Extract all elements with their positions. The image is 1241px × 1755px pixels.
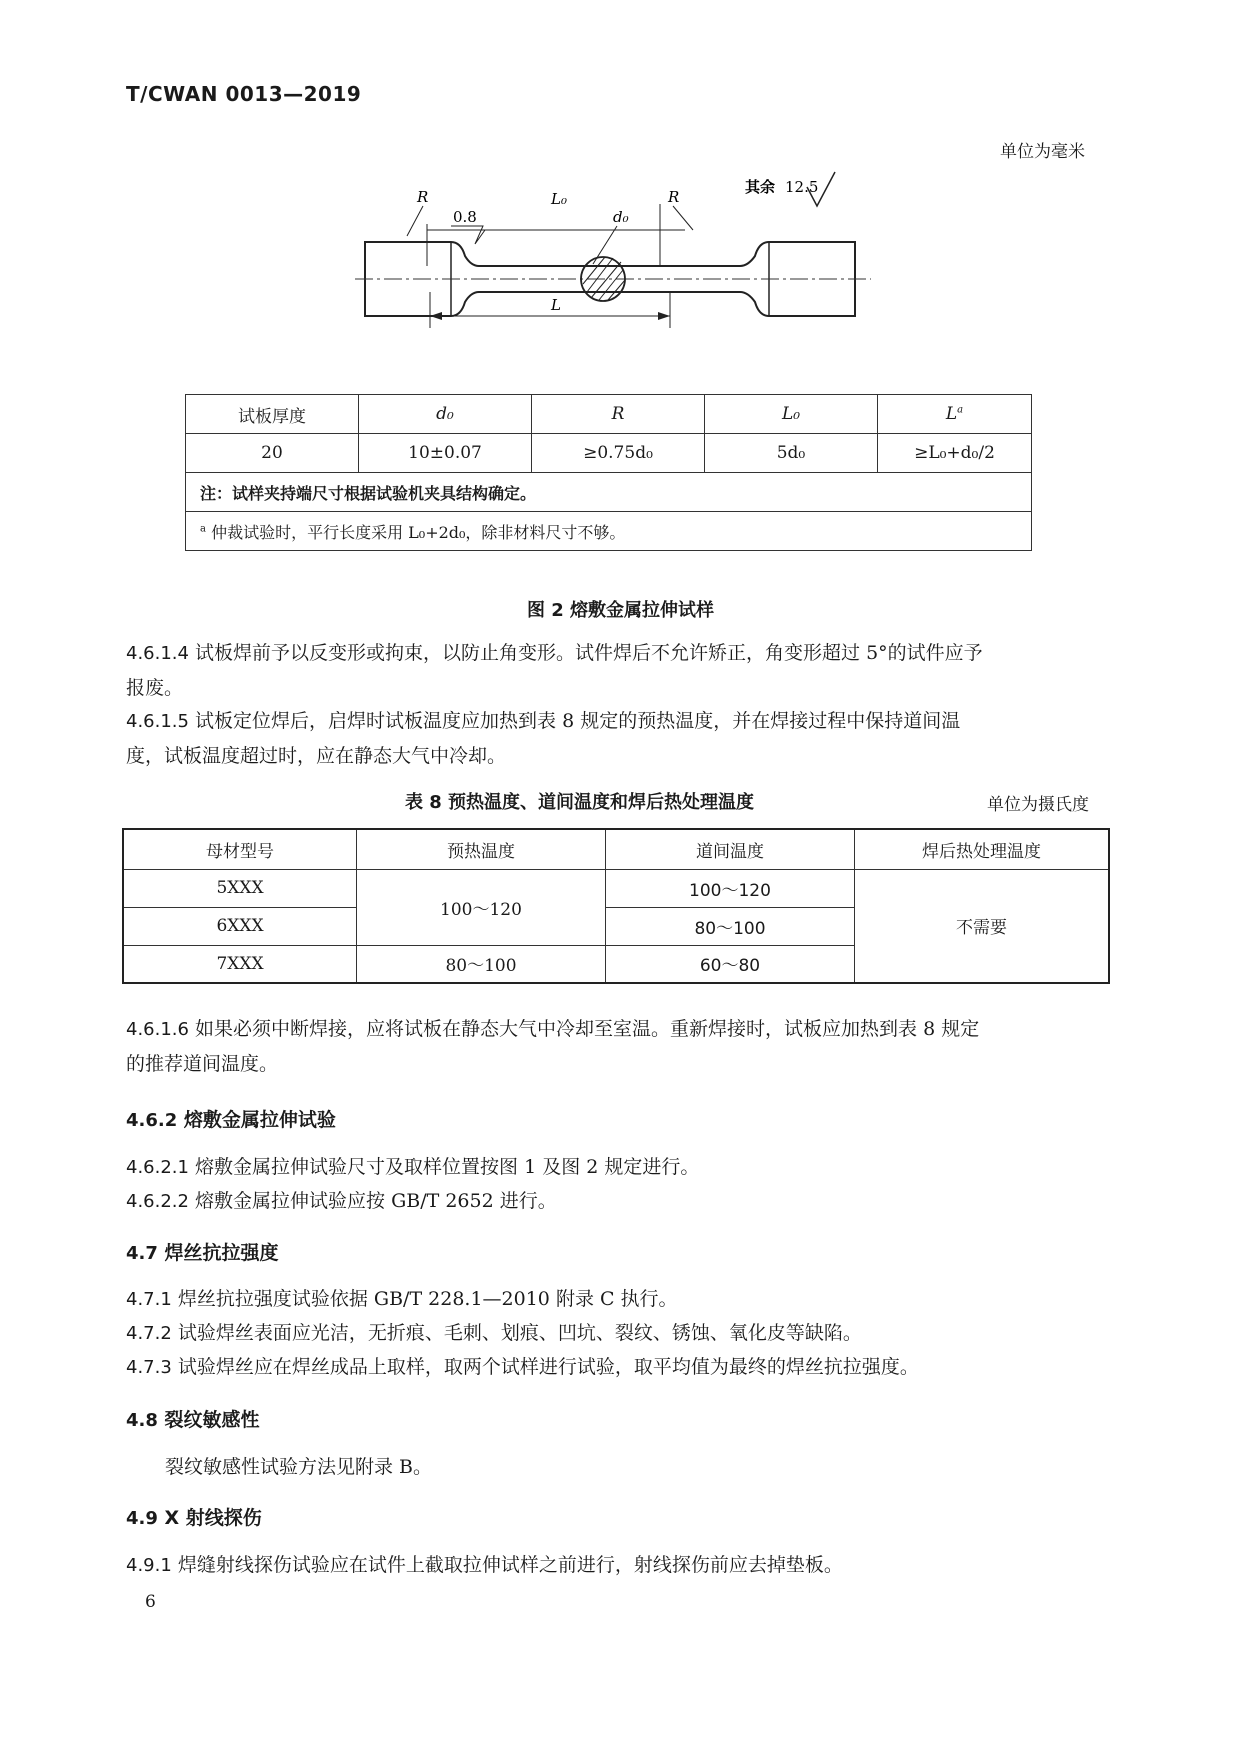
t8-preheat-5-6: 100～120: [357, 869, 606, 945]
cell-l: ≥L₀+d₀/2: [878, 434, 1032, 473]
t8-header-pwht: 焊后热处理温度: [855, 829, 1110, 869]
t8-header-material: 母材型号: [123, 829, 357, 869]
t8-material-7xxx: 7XXX: [123, 945, 357, 983]
t8-material-6xxx: 6XXX: [123, 907, 357, 945]
para-4-7-3: 4.7.3 试验焊丝应在焊丝成品上取样，取两个试样进行试验，取平均值为最终的焊丝抗拉强度。: [126, 1356, 919, 1378]
para-4-6-1-6: 4.6.1.6 如果必须中断焊接，应将试板在静态大气中冷却至室温。重新焊接时，试板应加热到表 8 规定 的推荐道间温度。: [126, 1018, 980, 1075]
cell-d0: 10±0.07: [359, 434, 532, 473]
l-label: L: [551, 296, 561, 314]
specimen-dimension-table: [185, 394, 1032, 551]
para-4-7-1: 4.7.1 焊丝抗拉强度试验依据 GB/T 228.1—2010 附录 C 执行。: [126, 1288, 678, 1310]
para-4-6-1-4: 4.6.1.4 试板焊前予以反变形或拘束，以防止角变形。试件焊后不允许矫正，角变形超过 5°的试件应予 报废。: [126, 642, 983, 699]
r-right-label: R: [668, 188, 680, 206]
t8-preheat-7xxx: 80～100: [357, 945, 606, 983]
tensile-specimen-drawing: [355, 170, 895, 370]
t8-header-interpass: 道间温度: [606, 829, 855, 869]
cell-thickness: 20: [186, 434, 359, 473]
para-4-9-1: 4.9.1 焊缝射线探伤试验应在试件上截取拉伸试样之前进行，射线探伤前应去掉垫板。: [126, 1554, 843, 1576]
d0-label: d₀: [613, 208, 629, 226]
table8: [122, 828, 1110, 984]
para-4-6-2-1: 4.6.2.1 熔敷金属拉伸试验尺寸及取样位置按图 1 及图 2 规定进行。: [126, 1156, 700, 1178]
table-footnote: $^a$ 仲裁试验时，平行长度采用 L₀+2d₀，除非材料尺寸不够。: [186, 512, 1032, 551]
t8-interpass-6xxx: 80～100: [606, 907, 855, 945]
col-header-d0: d₀: [359, 395, 532, 434]
table8-unit-note: 单位为摄氏度: [987, 795, 1089, 815]
roughness-08-label: 0.8: [453, 208, 477, 226]
roughness-label: 其余: [745, 178, 776, 196]
t8-interpass-5xxx: 100～120: [606, 869, 855, 907]
t8-header-preheat: 预热温度: [357, 829, 606, 869]
t8-interpass-7xxx: 60～80: [606, 945, 855, 983]
col-header-l0: L₀: [705, 395, 878, 434]
col-header-r: R: [532, 395, 705, 434]
d0-leader: [593, 226, 617, 264]
l0-label: L₀: [551, 190, 567, 208]
section-4-9: 4.9 X 射线探伤: [126, 1507, 262, 1529]
table-note: 注：试样夹持端尺寸根据试验机夹具结构确定。: [186, 473, 1032, 512]
t8-pwht: 不需要: [855, 869, 1110, 983]
para-4-8: 裂纹敏感性试验方法见附录 B。: [165, 1456, 433, 1478]
document-number: T/CWAN 0013—2019: [126, 82, 362, 106]
t8-material-5xxx: 5XXX: [123, 869, 357, 907]
cell-l0: 5d₀: [705, 434, 878, 473]
cell-r: ≥0.75d₀: [532, 434, 705, 473]
para-4-6-1-5: 4.6.1.5 试板定位焊后，启焊时试板温度应加热到表 8 规定的预热温度，并在焊接过程中保持道间温 度，试板温度超过时，应在静态大气中冷却。: [126, 710, 961, 767]
col-header-thickness: 试板厚度: [186, 395, 359, 434]
table8-title: 表 8 预热温度、道间温度和焊后热处理温度: [405, 792, 755, 813]
para-4-7-2: 4.7.2 试验焊丝表面应光洁，无折痕、毛刺、划痕、凹坑、裂纹、锈蚀、氧化皮等缺陷。: [126, 1322, 862, 1344]
roughness-value: 12.5: [785, 178, 819, 196]
figure-unit-note: 单位为毫米: [1000, 142, 1085, 162]
figure-caption: 图 2 熔敷金属拉伸试样: [526, 600, 715, 621]
section-4-8: 4.8 裂纹敏感性: [126, 1409, 260, 1431]
r-left-label: R: [417, 188, 429, 206]
section-4-6-2: 4.6.2 熔敷金属拉伸试验: [126, 1109, 336, 1131]
section-4-7: 4.7 焊丝抗拉强度: [126, 1242, 279, 1264]
page-number: 6: [145, 1592, 156, 1612]
para-4-6-2-2: 4.6.2.2 熔敷金属拉伸试验应按 GB/T 2652 进行。: [126, 1190, 557, 1212]
col-header-l: $L^a$: [878, 395, 1032, 434]
